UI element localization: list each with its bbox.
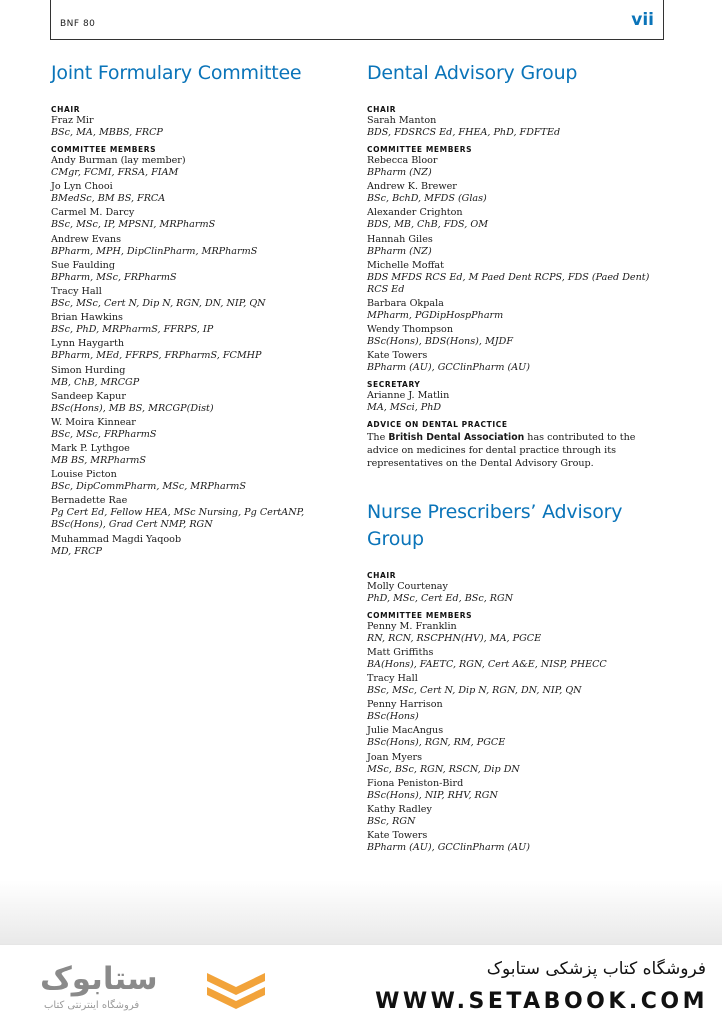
person-qualifications: BSc, MA, MBBS, FRCP bbox=[51, 127, 163, 138]
member-entry bbox=[51, 338, 351, 362]
person-qualifications: BSc, MSc, IP, MPSNI, MRPharmS bbox=[51, 219, 216, 231]
person-qualifications: MB, ChB, MRCGP bbox=[51, 376, 140, 388]
person-name: W. Moira Kinnear bbox=[51, 416, 136, 428]
member-entry bbox=[367, 621, 667, 645]
person-name: Carmel M. Darcy bbox=[51, 207, 135, 219]
person-name: Julie MacAngus bbox=[367, 725, 444, 737]
person-qualifications: BSc(Hons), RGN, RM, PGCE bbox=[367, 737, 506, 749]
person-name: Fiona Peniston-Bird bbox=[367, 777, 464, 789]
member-entry bbox=[51, 155, 351, 179]
person-qualifications: BSc, MSc, FRPharmS bbox=[51, 428, 157, 440]
person-qualifications: BPharm (NZ) bbox=[367, 167, 432, 178]
member-entry bbox=[51, 443, 351, 467]
store-logo-subtitle: فروشگاه اینترنتی کتاب bbox=[44, 1000, 140, 1011]
person-qualifications: MD, FRCP bbox=[51, 545, 102, 557]
person-name: Andrew Evans bbox=[51, 233, 122, 245]
member-entry bbox=[367, 207, 667, 231]
nurse-prescribers-advisory-group bbox=[367, 499, 667, 855]
person-qualifications: BSc, MSc, Cert N, Dip N, RGN, DN, NIP, QN bbox=[367, 685, 582, 697]
running-header-book: BNF 80 bbox=[60, 19, 96, 29]
person-name: Alexander Crighton bbox=[367, 207, 463, 219]
member-entry bbox=[367, 298, 667, 322]
person-qualifications: BSc(Hons), MB BS, MRCGP(Dist) bbox=[51, 402, 214, 414]
member-entry bbox=[367, 673, 667, 697]
member-entry bbox=[51, 495, 351, 531]
person-qualifications: MB BS, MRPharmS bbox=[51, 455, 146, 467]
person-qualifications: BPharm (AU), GCClinPharm (AU) bbox=[367, 362, 530, 374]
member-entry bbox=[367, 181, 667, 205]
person-name: Brian Hawkins bbox=[51, 312, 123, 324]
person-qualifications: BMedSc, BM BS, FRCA bbox=[51, 193, 166, 205]
chair-person bbox=[51, 115, 351, 139]
committee-members-label: COMMITTEE MEMBERS bbox=[367, 610, 473, 620]
member-entry bbox=[367, 260, 667, 296]
secretary-person bbox=[367, 390, 667, 414]
member-entry bbox=[367, 725, 667, 749]
member-entry bbox=[51, 207, 351, 231]
person-name: Penny Harrison bbox=[367, 699, 443, 711]
person-name: Tracy Hall bbox=[367, 673, 418, 685]
person-qualifications: PhD, MSc, Cert Ed, BSc, RGN bbox=[367, 592, 514, 604]
person-qualifications: BDS MFDS RCS Ed, M Paed Dent RCPS, FDS (Paed Dent) RCS Ed bbox=[367, 271, 650, 295]
person-name: Kate Towers bbox=[367, 350, 428, 362]
person-name: Jo Lyn Chooi bbox=[51, 181, 113, 193]
member-entry bbox=[367, 830, 667, 854]
member-entry bbox=[51, 260, 351, 284]
person-name: Kate Towers bbox=[367, 830, 428, 842]
member-entry bbox=[51, 312, 351, 336]
page-fade bbox=[0, 880, 722, 944]
member-entry bbox=[51, 234, 351, 258]
member-entry bbox=[367, 778, 667, 802]
person-qualifications: MA, MSci, PhD bbox=[367, 402, 442, 414]
person-name: Louise Picton bbox=[51, 469, 117, 481]
dental-advisory-group bbox=[367, 60, 667, 471]
person-name: Sarah Manton bbox=[367, 115, 437, 126]
store-logo-icon bbox=[205, 965, 267, 1013]
person-name: Mark P. Lythgoe bbox=[51, 443, 130, 455]
member-entry bbox=[367, 234, 667, 258]
member-entry bbox=[51, 417, 351, 441]
member-entry bbox=[51, 286, 351, 310]
store-title: فروشگاه کتاب پزشکی ستابوک bbox=[486, 959, 706, 979]
person-qualifications: BSc, DipCommPharm, MSc, MRPharmS bbox=[51, 481, 246, 493]
person-name: Molly Courtenay bbox=[367, 580, 448, 592]
person-name: Barbara Okpala bbox=[367, 297, 444, 309]
person-name: Joan Myers bbox=[367, 751, 423, 763]
secretary-label: SECRETARY bbox=[367, 380, 421, 390]
person-qualifications: CMgr, FCMI, FRSA, FIAM bbox=[51, 167, 179, 178]
person-name: Matt Griffiths bbox=[367, 646, 434, 658]
person-qualifications: BSc(Hons), BDS(Hons), MJDF bbox=[367, 336, 513, 348]
person-qualifications: RN, RCN, RSCPHN(HV), MA, PGCE bbox=[367, 632, 542, 644]
person-qualifications: BDS, FDSRCS Ed, FHEA, PhD, FDFTEd bbox=[367, 127, 561, 138]
person-name: Simon Hurding bbox=[51, 364, 126, 376]
member-entry bbox=[51, 469, 351, 493]
advisory-groups bbox=[367, 60, 667, 856]
member-entry bbox=[51, 391, 351, 415]
person-qualifications: MPharm, PGDipHospPharm bbox=[367, 309, 504, 321]
member-list bbox=[367, 621, 667, 855]
advice-text-pre: The bbox=[367, 432, 389, 444]
person-name: Penny M. Franklin bbox=[367, 620, 457, 632]
member-list bbox=[51, 155, 351, 558]
person-qualifications: BSc, MSc, Cert N, Dip N, RGN, DN, NIP, QN bbox=[51, 297, 266, 309]
person-qualifications: BSc, PhD, MRPharmS, FFRPS, IP bbox=[51, 324, 214, 336]
advice-label: ADVICE ON DENTAL PRACTICE bbox=[367, 420, 508, 430]
person-qualifications: BPharm (AU), GCClinPharm (AU) bbox=[367, 842, 530, 854]
store-logo-text: ستابوک bbox=[40, 961, 158, 997]
advice-organisation: British Dental Association bbox=[388, 432, 525, 444]
person-qualifications: BSc, BchD, MFDS (Glas) bbox=[367, 193, 487, 205]
person-qualifications: BA(Hons), FAETC, RGN, Cert A&E, NISP, PHECC bbox=[367, 658, 607, 670]
person-name: Andrew K. Brewer bbox=[367, 181, 457, 193]
member-list bbox=[367, 155, 667, 374]
person-name: Arianne J. Matlin bbox=[367, 390, 450, 402]
person-name: Bernadette Rae bbox=[51, 495, 128, 507]
person-name: Muhammad Magdi Yaqoob bbox=[51, 533, 182, 545]
person-qualifications: BPharm, MPH, DipClinPharm, MRPharmS bbox=[51, 245, 258, 257]
advice-text bbox=[367, 432, 667, 470]
person-name: Wendy Thompson bbox=[367, 324, 454, 336]
chair-label: CHAIR bbox=[367, 570, 397, 580]
member-entry bbox=[367, 647, 667, 671]
section-title: Nurse Prescribers’ Advisory Group bbox=[367, 500, 623, 550]
person-name: Sue Faulding bbox=[51, 259, 115, 271]
person-qualifications: BPharm, MSc, FRPharmS bbox=[51, 271, 177, 283]
advice-text-post: has contributed to the advice on medicines for dental practice through its representatives on the Dental Advisory Group. bbox=[367, 432, 636, 469]
page-number: vii bbox=[631, 10, 654, 30]
person-qualifications: BDS, MB, ChB, FDS, OM bbox=[367, 219, 489, 231]
member-entry bbox=[367, 699, 667, 723]
person-qualifications: MSc, BSc, RGN, RSCN, Dip DN bbox=[367, 763, 520, 775]
store-url[interactable]: WWW.SETABOOK.COM bbox=[375, 989, 708, 1014]
person-name: Hannah Giles bbox=[367, 233, 433, 245]
committee-members-label: COMMITTEE MEMBERS bbox=[367, 145, 473, 154]
person-name: Michelle Moffat bbox=[367, 259, 444, 271]
person-name: Andy Burman (lay member) bbox=[51, 155, 186, 166]
joint-formulary-committee bbox=[51, 60, 351, 560]
member-entry bbox=[51, 365, 351, 389]
section-title: Dental Advisory Group bbox=[367, 62, 578, 84]
chair-person bbox=[367, 115, 667, 139]
chair-label: CHAIR bbox=[51, 105, 81, 114]
person-qualifications: BSc(Hons), NIP, RHV, RGN bbox=[367, 789, 498, 801]
person-qualifications: BPharm, MEd, FFRPS, FRPharmS, FCMHP bbox=[51, 350, 262, 362]
member-entry bbox=[367, 752, 667, 776]
person-qualifications: Pg Cert Ed, Fellow HEA, MSc Nursing, Pg CertANP, BSc(Hons), Grad Cert NMP, RGN bbox=[51, 507, 305, 531]
person-qualifications: BSc(Hons) bbox=[367, 711, 419, 723]
person-name: Lynn Haygarth bbox=[51, 338, 125, 350]
committee-members-label: COMMITTEE MEMBERS bbox=[51, 145, 157, 154]
chair-person bbox=[367, 581, 667, 605]
promo-banner bbox=[0, 944, 722, 1025]
member-entry bbox=[367, 324, 667, 348]
member-entry bbox=[51, 534, 351, 558]
person-qualifications: BSc, RGN bbox=[367, 816, 416, 828]
member-entry bbox=[367, 350, 667, 374]
member-entry bbox=[367, 804, 667, 828]
person-name: Tracy Hall bbox=[51, 285, 102, 297]
section-title: Joint Formulary Committee bbox=[51, 62, 302, 84]
person-name: Fraz Mir bbox=[51, 115, 94, 126]
member-entry bbox=[367, 155, 667, 179]
header-frame bbox=[50, 0, 664, 40]
person-name: Rebecca Bloor bbox=[367, 155, 438, 166]
chair-label: CHAIR bbox=[367, 105, 397, 114]
person-name: Sandeep Kapur bbox=[51, 390, 126, 402]
person-name: Kathy Radley bbox=[367, 804, 432, 816]
person-qualifications: BPharm (NZ) bbox=[367, 245, 432, 257]
member-entry bbox=[51, 181, 351, 205]
